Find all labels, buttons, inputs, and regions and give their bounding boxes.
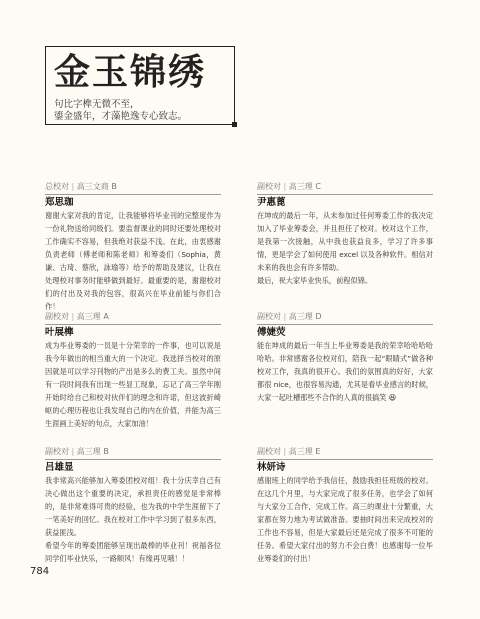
person-name: 郑思珈 [45, 197, 74, 208]
title-corner-mark [232, 122, 237, 127]
message-paragraph: 在坤成的最后一年，从未参加过任何筹委工作的我决定加入了毕业筹委会，并且担任了校对。校对这个工作，是我第一次接触，从中我也获益良多，学习了许多事情，更是学会了如何使用 excel 以及各种软件。相信对未来的我也会有许多帮助。 [257, 211, 433, 272]
class-label: 高三理 A [76, 312, 109, 321]
divider: | [71, 312, 77, 321]
person-name: 叶展榫 [45, 327, 74, 338]
person-name: 傅婕荧 [257, 327, 286, 338]
message-paragraph: 希望今年的筹委团能够呈现出最棒的毕业刊！祝福各位同学们毕业快乐，一路顺风！有缘再见哦！！ [45, 541, 221, 563]
section-header [45, 311, 221, 325]
proofreader-section [45, 446, 221, 565]
message-paragraph: 能在坤成的最后一年当上毕业筹委是我的荣幸哈哈哈哈哈哈。非常感谢各位校对们，陪我一起“眼睛式”做各种校对工作，我真的很开心。我们的氛围真的好好，大家都很 nice，也很容易沟通，尤其是看毕业感言的时候，大家一起吐槽那些不合作的人真的很搞笑 😆 [257, 341, 433, 402]
message-paragraph: 感谢班上的同学给予我信任，鼓励我担任班级的校对。在这几个月里，与大家完成了很多任务，也学会了如何与大家分工合作，完成工作。高三的课业十分繁重，大家都在努力地为考试做准备。要抽时间出来完成校对的工作也不容易，但是大家最后还是完成了很多不可能的任务。希望大家付出的努力不会白费！也感谢每一位毕业筹委们的付出！ [257, 476, 433, 563]
page-number: 784 [30, 566, 50, 577]
role-label: 副校对 [45, 312, 69, 321]
role-label: 副校对 [257, 312, 281, 321]
message-paragraph: 成为毕业筹委的一员是十分荣幸的一件事，也可以说是我今年做出的相当重大的一个决定。我选择当校对的原因就是可以学习刊物的产出是多么的费工夫。虽然中间有一段时间我有出现一些显工现象，忘记了高三学年刚开始时给自己和校对伙伴们的理念和许诺，但这波折崎岖的心理历程也让我发现自己的内在价值，并能为高三生涯画上美好的句点，大家加油！ [45, 341, 221, 428]
section-header [257, 311, 433, 325]
proofreader-section [45, 181, 221, 313]
divider: | [283, 312, 289, 321]
class-label: 高三理 D [288, 312, 322, 321]
header-title-box [45, 46, 235, 125]
person-name: 吕雄显 [45, 462, 74, 473]
person-name: 尹惠蓖 [257, 197, 286, 208]
proofreader-section [257, 311, 433, 404]
section-header [45, 181, 221, 195]
page-subtitle [54, 99, 187, 123]
class-label: 高三理 C [288, 182, 321, 191]
divider: | [283, 182, 289, 191]
page-title: 金玉锦绣 [54, 51, 207, 93]
message-paragraph: 谢谢大家对我的肯定，让我能够将毕业刊的完整度作为一份礼物送给同级们。要监督课业的同时还要处理校对工作确实不容易，但我绝对获益不浅。在此，由衷感谢负责老师（傅老师和陈老师）和筹委们（Sophia，黄谦、古琦、蔡欣，詠瑜等）给予的帮助及建议，让我在处理校对事务时能够做到最好。最重要的是，谢谢校对们的付出及对我的包容，很高兴在毕业前能与你们合作！ [45, 211, 221, 311]
message-paragraph: 我非常高兴能够加入筹委团校对组！我十分庆幸自己有决心做出这个重要的决定，承担责任的感觉是非常棒的，是非常难得可贵的经验，也为我的中学生涯留下了一笔美好的回忆。我在校对工作中学习到了很多东西，获益匪浅。 [45, 476, 221, 537]
subtitle-line: 鎏金盛年，才藻艳逸专心致志。 [54, 111, 188, 122]
proofreader-section [257, 181, 433, 287]
subtitle-line: 句比字榫无微不至， [54, 99, 140, 110]
section-header [45, 446, 221, 460]
person-name: 林妍诗 [257, 462, 286, 473]
section-header [257, 446, 433, 460]
role-label: 副校对 [257, 447, 281, 456]
role-label: 副校对 [257, 182, 281, 191]
class-label: 高三理 E [288, 447, 321, 456]
divider: | [283, 447, 289, 456]
proofreader-section [45, 311, 221, 430]
class-label: 高三文商 B [76, 182, 117, 191]
divider: | [71, 182, 77, 191]
divider: | [71, 447, 77, 456]
role-label: 副校对 [45, 447, 69, 456]
role-label: 总校对 [45, 182, 69, 191]
proofreader-section [257, 446, 433, 565]
message-paragraph: 最后，祝大家毕业快乐，前程似锦。 [257, 276, 373, 285]
section-header [257, 181, 433, 195]
class-label: 高三理 B [76, 447, 109, 456]
